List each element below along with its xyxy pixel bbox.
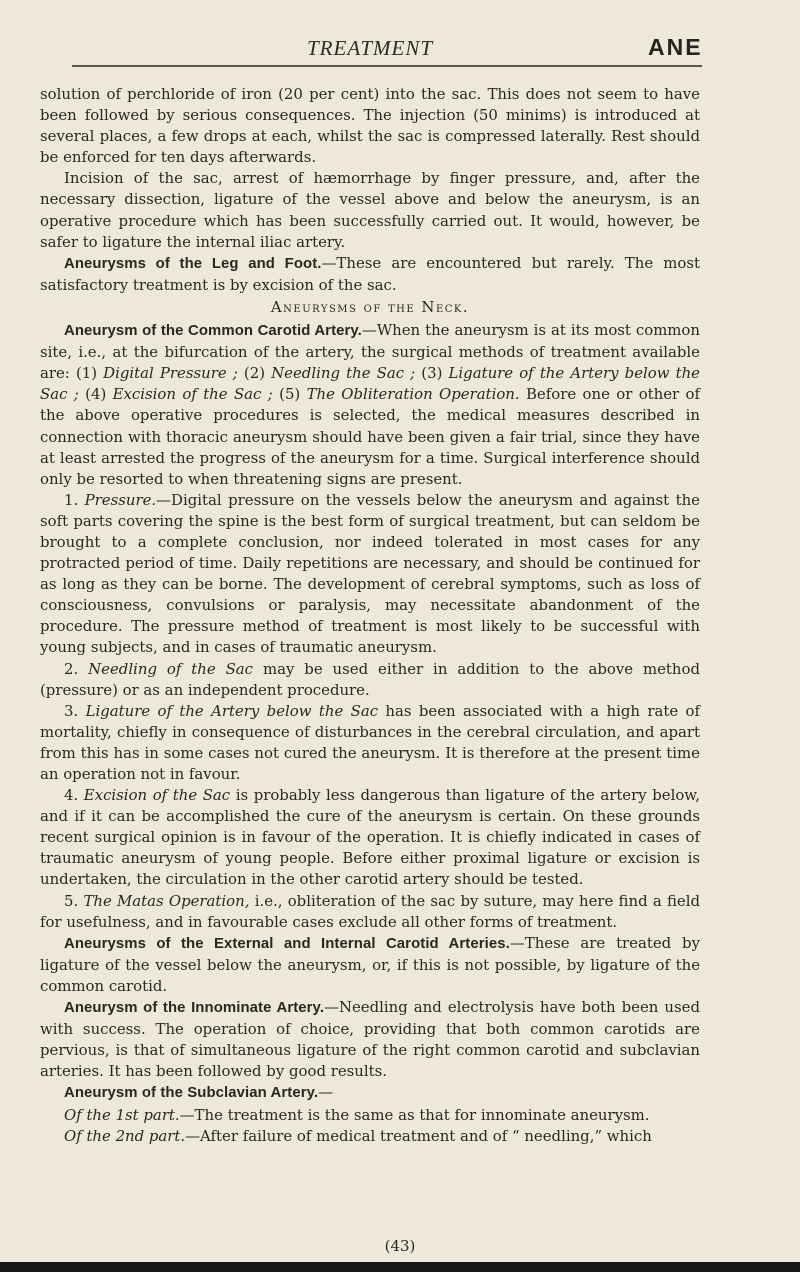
heading-subclavian: Aneurysm of the Subclavian Artery. <box>64 1085 319 1102</box>
heading-leg-foot: Aneurysms of the Leg and Foot. <box>64 255 322 272</box>
p4-italic-1: Digital Pressure ; <box>103 364 238 383</box>
p5-italic: Pressure. <box>84 490 157 509</box>
paragraph-3-text: —These are encountered but rarely. The most satisfactory treatment is by excision of the sac. <box>40 253 700 294</box>
p4-text-3: (3) <box>415 364 449 383</box>
p4-text-5: (5) <box>272 385 307 404</box>
page-header <box>0 36 800 76</box>
paragraph-3 <box>40 253 700 296</box>
p5-text: —Digital pressure on the vessels below the aneurysm and against the soft parts covering the spine is the best form of surgical treatment, but can seldom be brought to a complete conclusion, nor indeed tolerated in most cases for any protracted period of time. Daily repetitions are necessary, and should be continued for as long as they can be borne. The development of cerebral symptoms, such as loss of consciousness, convulsions or paralysis, may necessitate abandonment of the procedure. The pressure method of treatment is most likely to be successful with young subjects, and in cases of traumatic aneurysm. <box>40 490 700 657</box>
p6-italic: Needling of the Sac <box>88 659 254 678</box>
p14-italic: Of the 2nd part. <box>64 1126 186 1145</box>
section-tag: ANE <box>648 34 703 60</box>
paragraph-14 <box>40 1126 700 1147</box>
paragraph-5 <box>40 490 700 659</box>
paragraph-12 <box>40 1082 700 1104</box>
paragraph-10 <box>40 933 700 997</box>
p8-text: is probably less dangerous than ligature of the artery below, and if it can be accomplished the cure of the aneurysm is certain. On these grounds recent surgical opinion is in favour of the operation. It is chiefly indicated in cases of traumatic aneurysm of young people. Before either proximal ligature or excision is undertaken, the circulation in the other carotid artery should be tested. <box>40 786 701 889</box>
section-heading: Aneurysms of the Neck. <box>270 297 470 316</box>
paragraph-11 <box>40 997 700 1082</box>
p13-italic: Of the 1st part. <box>64 1105 180 1124</box>
p4-italic-5: The Obliteration Operation. <box>306 385 520 404</box>
p5-number: 1. <box>64 490 85 509</box>
p9-text: i.e., obliteration of the sac by suture, may here find a field for usefulness, and in favourable cases exclude all other forms of treatment. <box>40 891 700 931</box>
page-number: (43) <box>384 1237 416 1255</box>
paragraph-6 <box>40 659 700 701</box>
p6-text: may be used either in addition to the above method (pressure) or as an independent procedure. <box>40 659 700 699</box>
paragraph-12-text: — <box>318 1083 334 1102</box>
running-title: TREATMENT <box>307 36 434 60</box>
p9-number: 5. <box>64 891 84 910</box>
paragraph-1: solution of perchloride of iron (20 per cent) into the sac. This does not seem to have been followed by serious consequences. The injection (50 minims) is introduced at several places, a few drops at each, whilst the sac is compressed laterally. Rest should be enforced for ten days afterwards. <box>40 85 700 167</box>
heading-innominate: Aneurysm of the Innominate Artery. <box>64 1000 325 1017</box>
p6-number: 2. <box>64 659 89 678</box>
p13-text: —The treatment is the same as that for innominate aneurysm. <box>179 1105 650 1124</box>
p7-text: has been associated with a high rate of mortality, chiefly in consequence of disturbances in the cerebral circulation, and apart from this has in some cases not cured the aneurysm. It is therefore at the present time an operation not in favour. <box>40 701 700 783</box>
paragraph-8 <box>40 785 700 890</box>
paragraph-9 <box>40 891 700 933</box>
scan-edge-shadow <box>0 1262 800 1272</box>
p7-italic: Ligature of the Artery below the Sac <box>85 701 379 720</box>
p4-text-1: —When the aneurysm is at its most common site, i.e., at the bifurcation of the artery, the surgical methods of treatment available are: (1) <box>40 321 700 383</box>
heading-ext-int-carotid: Aneurysms of the External and Internal Carotid Arteries. <box>64 935 510 952</box>
p7-number: 3. <box>64 701 86 720</box>
p4-text-6: Before one or other of the above operative procedures is selected, the medical measures described in connection with thoracic aneurysm should have been given a fair trial, since they have at least arrested the progress of the aneurysm for a time. Surgical interference should only be resorted to when threatening signs are present. <box>40 385 701 488</box>
p4-text-4: (4) <box>78 385 113 404</box>
p4-text-2: (2) <box>237 364 272 383</box>
p8-italic: Excision of the Sac <box>83 786 231 805</box>
p4-italic-2: Needling the Sac ; <box>271 364 416 383</box>
paragraph-2: Incision of the sac, arrest of hæmorrhage by finger pressure, and, after the necessary dissection, ligature of the vessel above and below the aneurysm, is an operative procedure which has been successfully carried out. It would, however, be safer to ligature the internal iliac artery. <box>40 169 700 251</box>
paragraph-13 <box>40 1105 700 1126</box>
p9-italic: The Matas Operation, <box>83 891 250 910</box>
paragraph-4 <box>40 320 700 490</box>
header-rule <box>72 65 702 67</box>
paragraph-7 <box>40 701 700 785</box>
p4-italic-3: Ligature of the Artery below the Sac ; <box>40 364 700 404</box>
p14-text: —After failure of medical treatment and of “ needling,” which <box>185 1126 652 1145</box>
p4-italic-4: Excision of the Sac ; <box>112 385 273 404</box>
heading-common-carotid: Aneurysm of the Common Carotid Artery. <box>64 323 362 340</box>
paragraph-10-text: —These are treated by ligature of the vessel below the aneurysm, or, if this is not possible, by ligature of the common carotid. <box>40 933 700 995</box>
p8-number: 4. <box>64 786 84 805</box>
paragraph-11-text: —Needling and electrolysis have both been used with success. The operation of choice, providing that both common carotids are pervious, is that of simultaneous ligature of the right common carotid and subclavian arteries. It has been followed by good results. <box>40 998 700 1081</box>
page-body <box>40 84 700 1147</box>
